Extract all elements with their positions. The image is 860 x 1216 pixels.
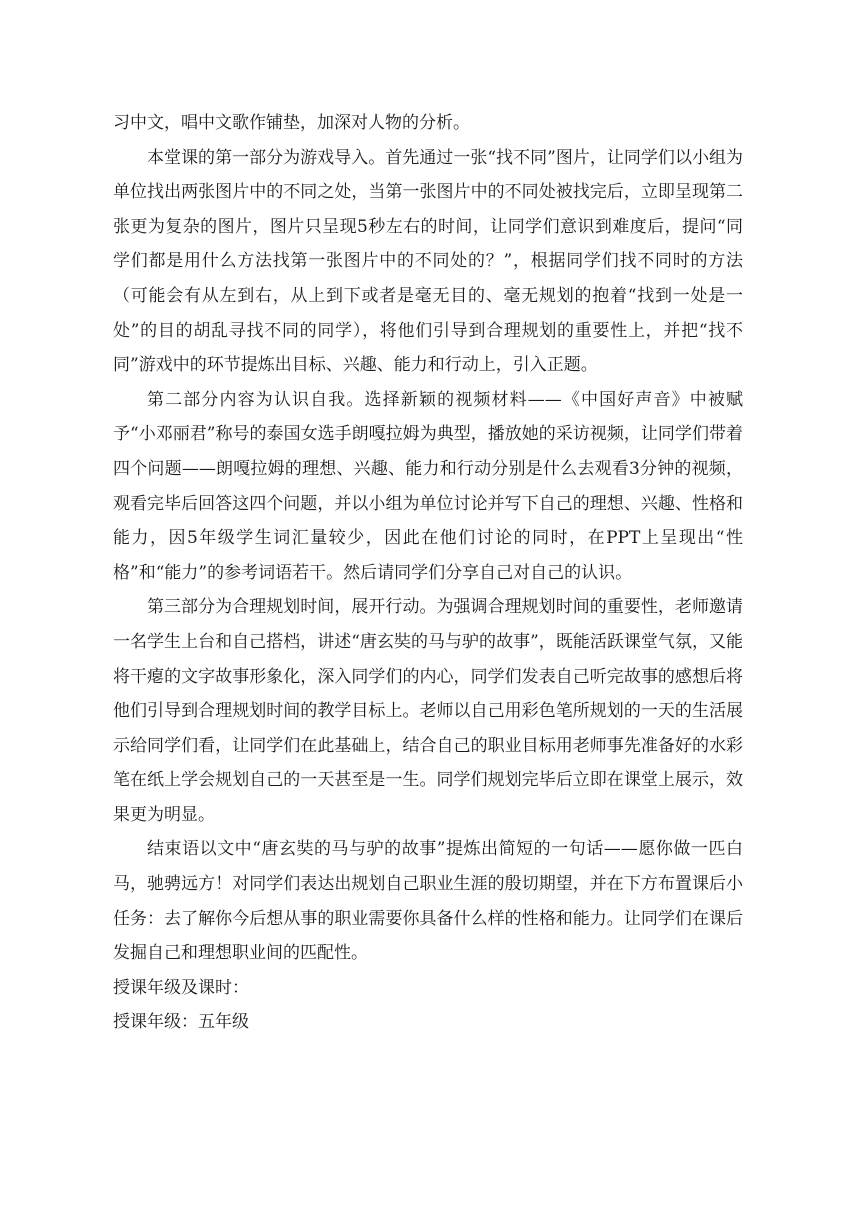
paragraph-continuation: 习中文，唱中文歌作铺垫，加深对人物的分析。: [113, 113, 470, 133]
document-body: [113, 106, 743, 1040]
paragraph-conclusion: 结束语以文中“唐玄奘的马与驴的故事”提炼出简短的一句话——愿你做一匹白马，驰骋远方！对同学们表达出规划自己职业生涯的殷切期望，并在下方布置课后小任务：去了解你今后想从事的职业需要你具备什么样的性格和能力。让同学们在课后发掘自己和理想职业间的匹配性。: [113, 839, 743, 964]
section-heading-grade-hours: 授课年级及课时：: [113, 977, 249, 998]
paragraph-part-two: 第二部分内容为认识自我。选择新颖的视频材料——《中国好声音》中被赋予“小邓丽君”称号的泰国女选手朗嘎拉姆为典型，播放她的采访视频，让同学们带着四个问题——朗嘎拉姆的理想、兴趣、能力和行动分别是什么去观看3分钟的视频，观看完毕后回答这四个问题，并以小组为单位讨论并写下自己的理想、兴趣、性格和能力，因5年级学生词汇量较少，因此在他们讨论的同时，在PPT上呈现出“性格”和“能力”的参考词语若干。然后请同学们分享自己对自己的认识。: [113, 389, 743, 583]
paragraph-part-three: 第三部分为合理规划时间，展开行动。为强调合理规划时间的重要性，老师邀请一名学生上台和自己搭档，讲述“唐玄奘的马与驴的故事”，既能活跃课堂气氛，又能将干瘪的文字故事形象化，深入同学们的内心，同学们发表自己听完故事的感想后将他们引导到合理规划时间的教学目标上。老师以自己用彩色笔所规划的一天的生活展示给同学们看，让同学们在此基础上，结合自己的职业目标用老师事先准备好的水彩笔在纸上学会规划自己的一天甚至是一生。同学们规划完毕后立即在课堂上展示，效果更为明显。: [113, 597, 743, 825]
paragraph-part-one: 本堂课的第一部分为游戏导入。首先通过一张“找不同”图片，让同学们以小组为单位找出两张图片中的不同之处，当第一张图片中的不同处被找完后，立即呈现第二张更为复杂的图片，图片只呈现5秒左右的时间，让同学们意识到难度后，提问“同学们都是用什么方法找第一张图片中的不同处的？”，根据同学们找不同时的方法（可能会有从左到右，从上到下或者是毫无目的、毫无规划的抱着“找到一处是一处”的目的胡乱寻找不同的同学），将他们引导到合理规划的重要性上，并把“找不同”游戏中的环节提炼出目标、兴趣、能力和行动上，引入正题。: [113, 147, 743, 376]
grade-line: 授课年级：五年级: [113, 1012, 249, 1033]
